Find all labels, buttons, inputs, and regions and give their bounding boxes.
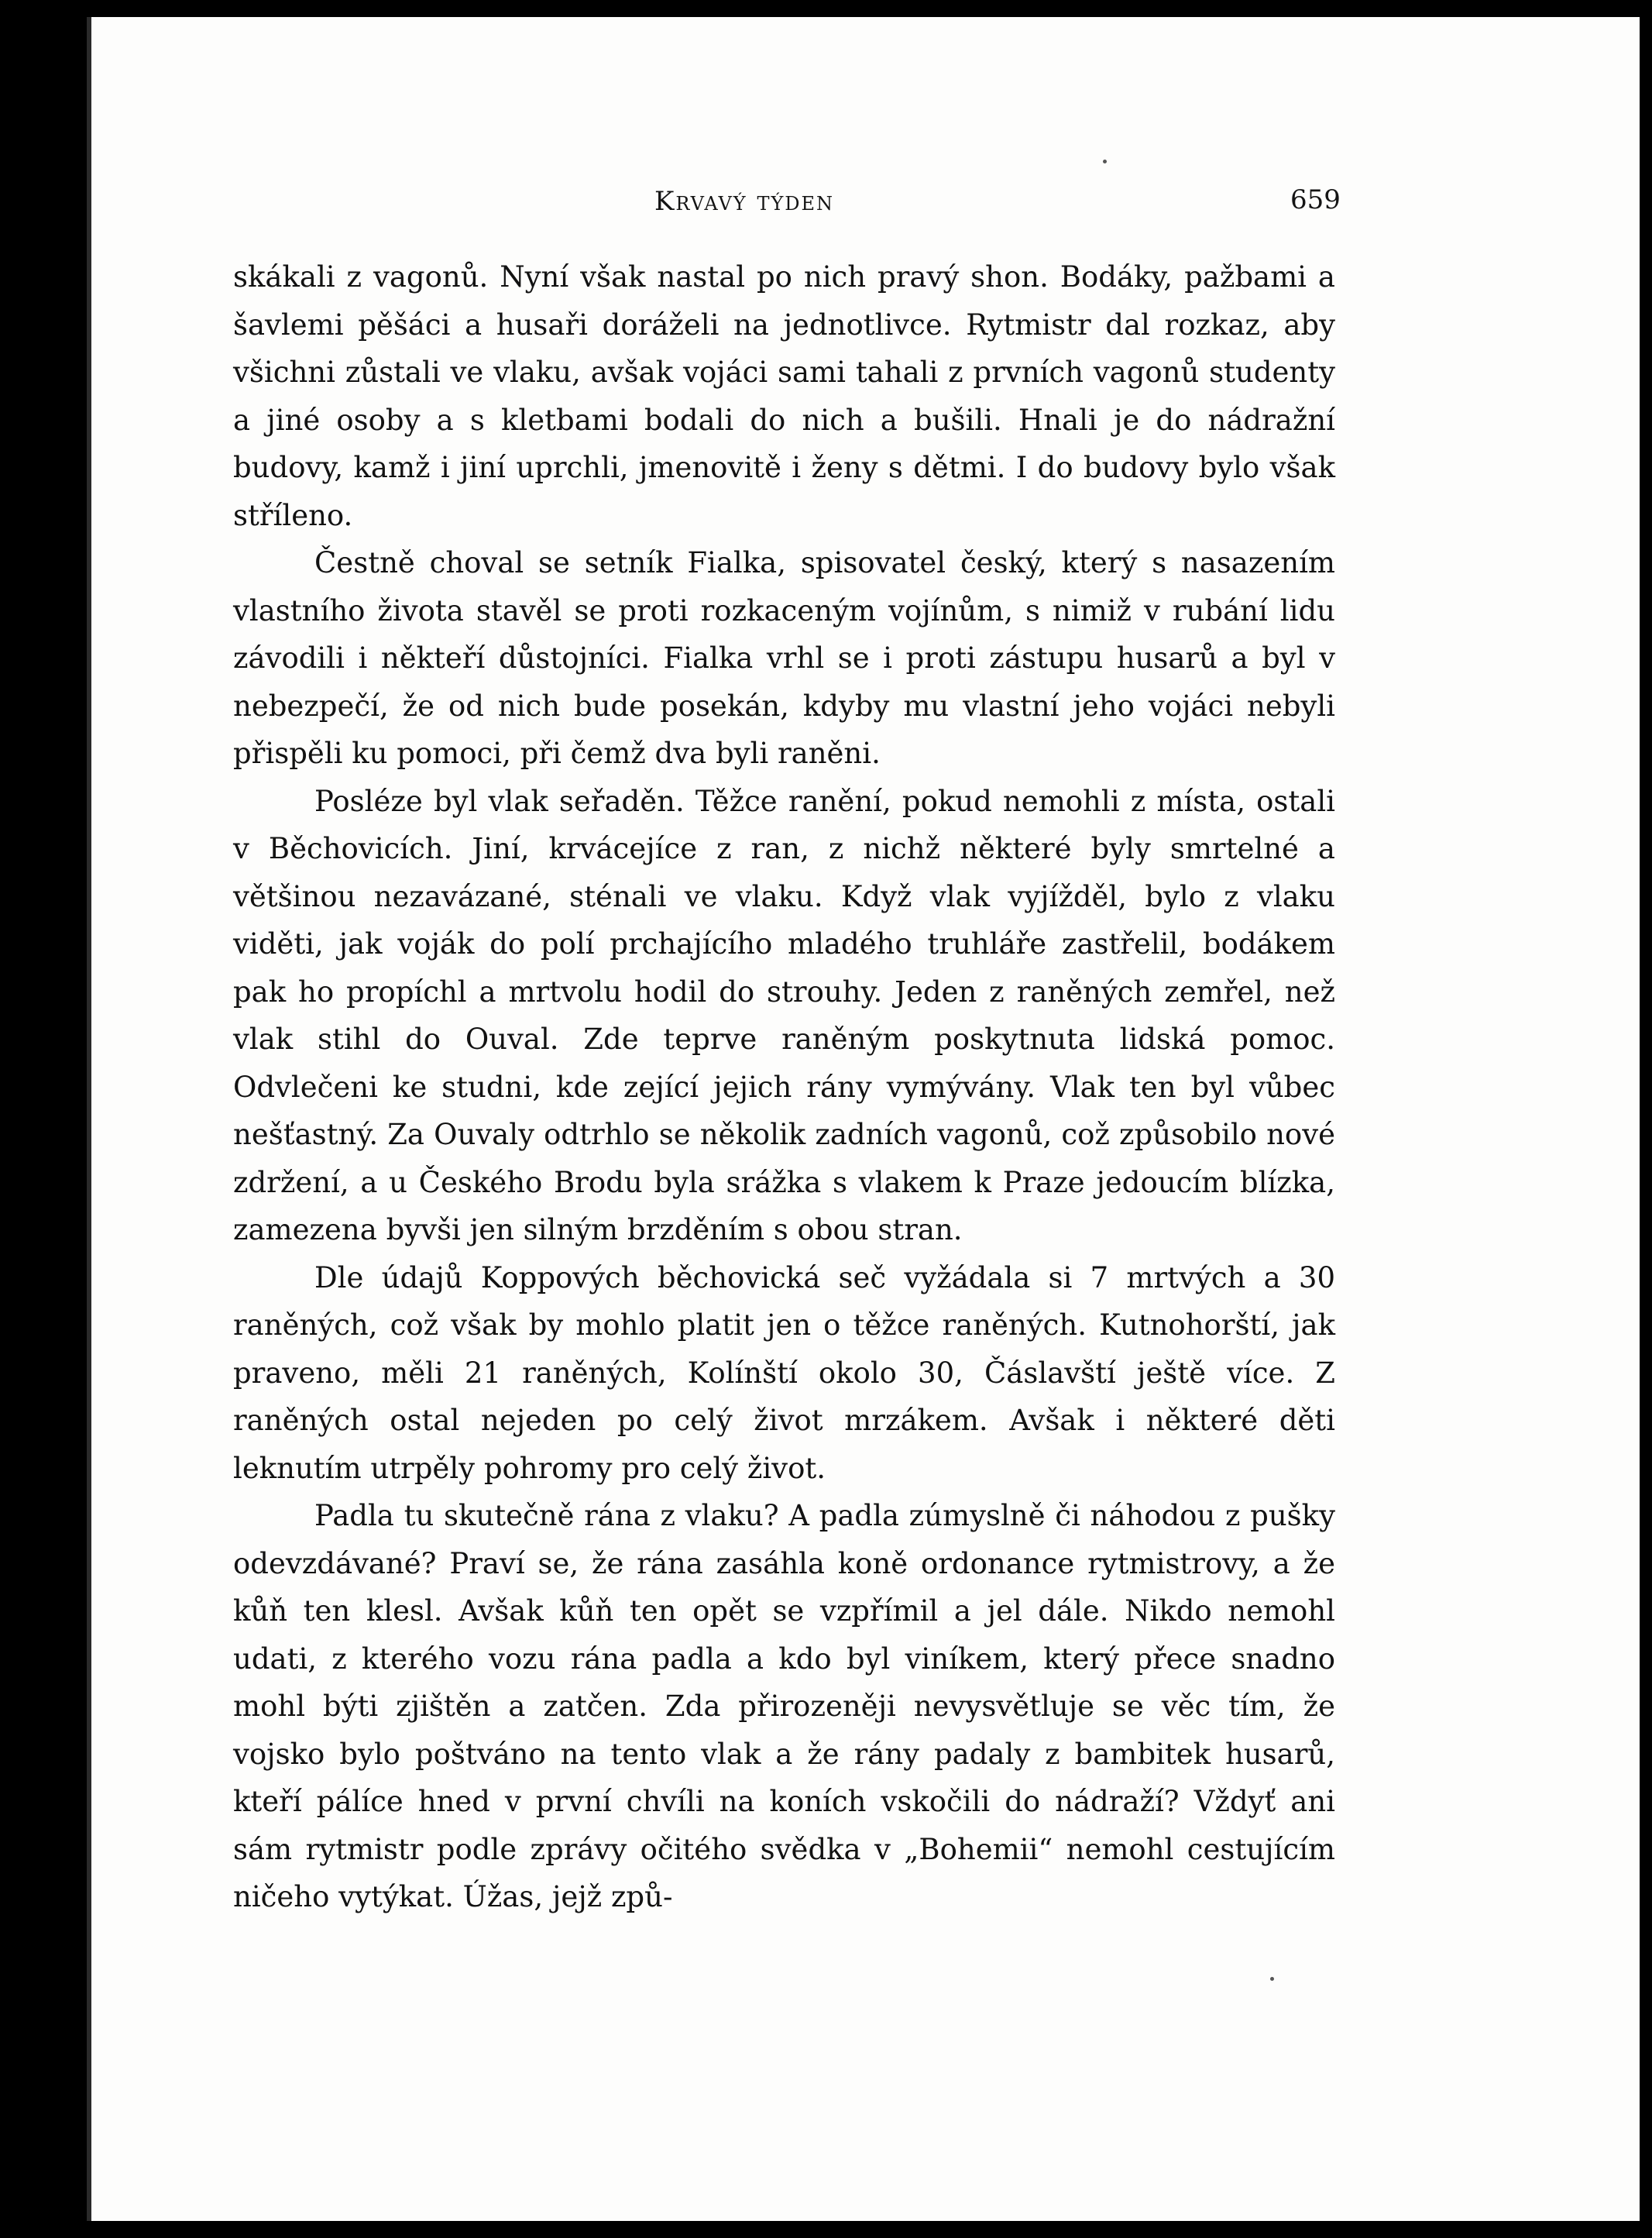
scan-speck [1103,160,1107,163]
page-number: 659 [1290,184,1341,215]
paragraph-5: Padla tu skutečně rána z vlaku? A padla zúmyslně či náhodou z pušky odevzdávané? Praví se, že rána zasáhla koně ordonance rytmistrovy, a že kůň ten klesl. Avšak kůň ten opět se vzpřímil a jel dále. Nikdo nemohl udati, z kterého vozu rána padla a kdo byl viníkem, který přece snadno mohl býti zjištěn a zatčen. Zda přirozeněji nevysvětluje se věc tím, že vojsko bylo poštváno na tento vlak a že rány padaly z bambitek husarů, kteří pálíce hned v první chvíli na koních vskočili do nádraží? Vždyť ani sám rytmistr podle zprávy očitého svědka v „Bohemii“ nemohl cestujícím ničeho vytýkat. Úžas, jejž způ- [233,1499,1335,1913]
body-text [233,253,1335,1921]
paragraph-2: Čestně choval se setník Fialka, spisovatel český, který s nasazením vlastního života stavěl se proti rozkaceným vojínům, s nimiž v rubání lidu závodili i někteří důstojníci. Fialka vrhl se i proti zástupu husarů a byl v nebezpečí, že od nich bude posekán, kdyby mu vlastní jeho vojáci nebyli přispěli ku pomoci, při čemž dva byli raněni. [233,546,1335,770]
paragraph-1: skákali z vagonů. Nyní však nastal po nich pravý shon. Bodáky, pažbami a šavlemi pěšáci a husaři doráželi na jednotlivce. Rytmistr dal rozkaz, aby všichni zůstali ve vlaku, avšak vojáci sami tahali z prvních vagonů studenty a jiné osoby a s kletbami bodali do nich a bušili. Hnali je do nádražní budovy, kamž i jiní uprchli, jmenovitě i ženy s dětmi. I do budovy bylo však stříleno. [233,260,1335,532]
scan-speck [1270,1977,1274,1981]
paragraph-3: Posléze byl vlak seřaděn. Těžce ranění, pokud nemohli z místa, ostali v Běchovicích. Jiní, krvácejíce z ran, z nichž některé byly smrtelné a většinou nezavázané, sténali ve vlaku. Když vlak vyjížděl, bylo z vlaku viděti, jak voják do polí prchajícího mladého truhláře zastřelil, bodákem pak ho propíchl a mrtvolu hodil do strouhy. Jeden z raněných zemřel, než vlak stihl do Ouval. Zde teprve raněným poskytnuta lidská pomoc. Odvlečeni ke studni, kde zející jejich rány vymývány. Vlak ten byl vůbec nešťastný. Za Ouvaly odtrhlo se několik zadních vagonů, což způsobilo nové zdržení, a u Českého Brodu byla srážka s vlakem k Praze jedoucím blízka, zamezena byvši jen silným brzděním s obou stran. [233,784,1335,1246]
book-page [87,17,1640,2221]
paragraph-4: Dle údajů Koppových běchovická seč vyžádala si 7 mrtvých a 30 raněných, což však by mohlo platit jen o těžce raněných. Kutnohorští, jak praveno, měli 21 raněných, Kolínští okolo 30, Čáslavští ještě více. Z raněných ostal nejeden po celý život mrzákem. Avšak i některé děti leknutím utrpěly pohromy pro celý život. [233,1260,1335,1485]
running-head [91,172,1640,218]
running-title: Krvavý týden [654,186,835,217]
